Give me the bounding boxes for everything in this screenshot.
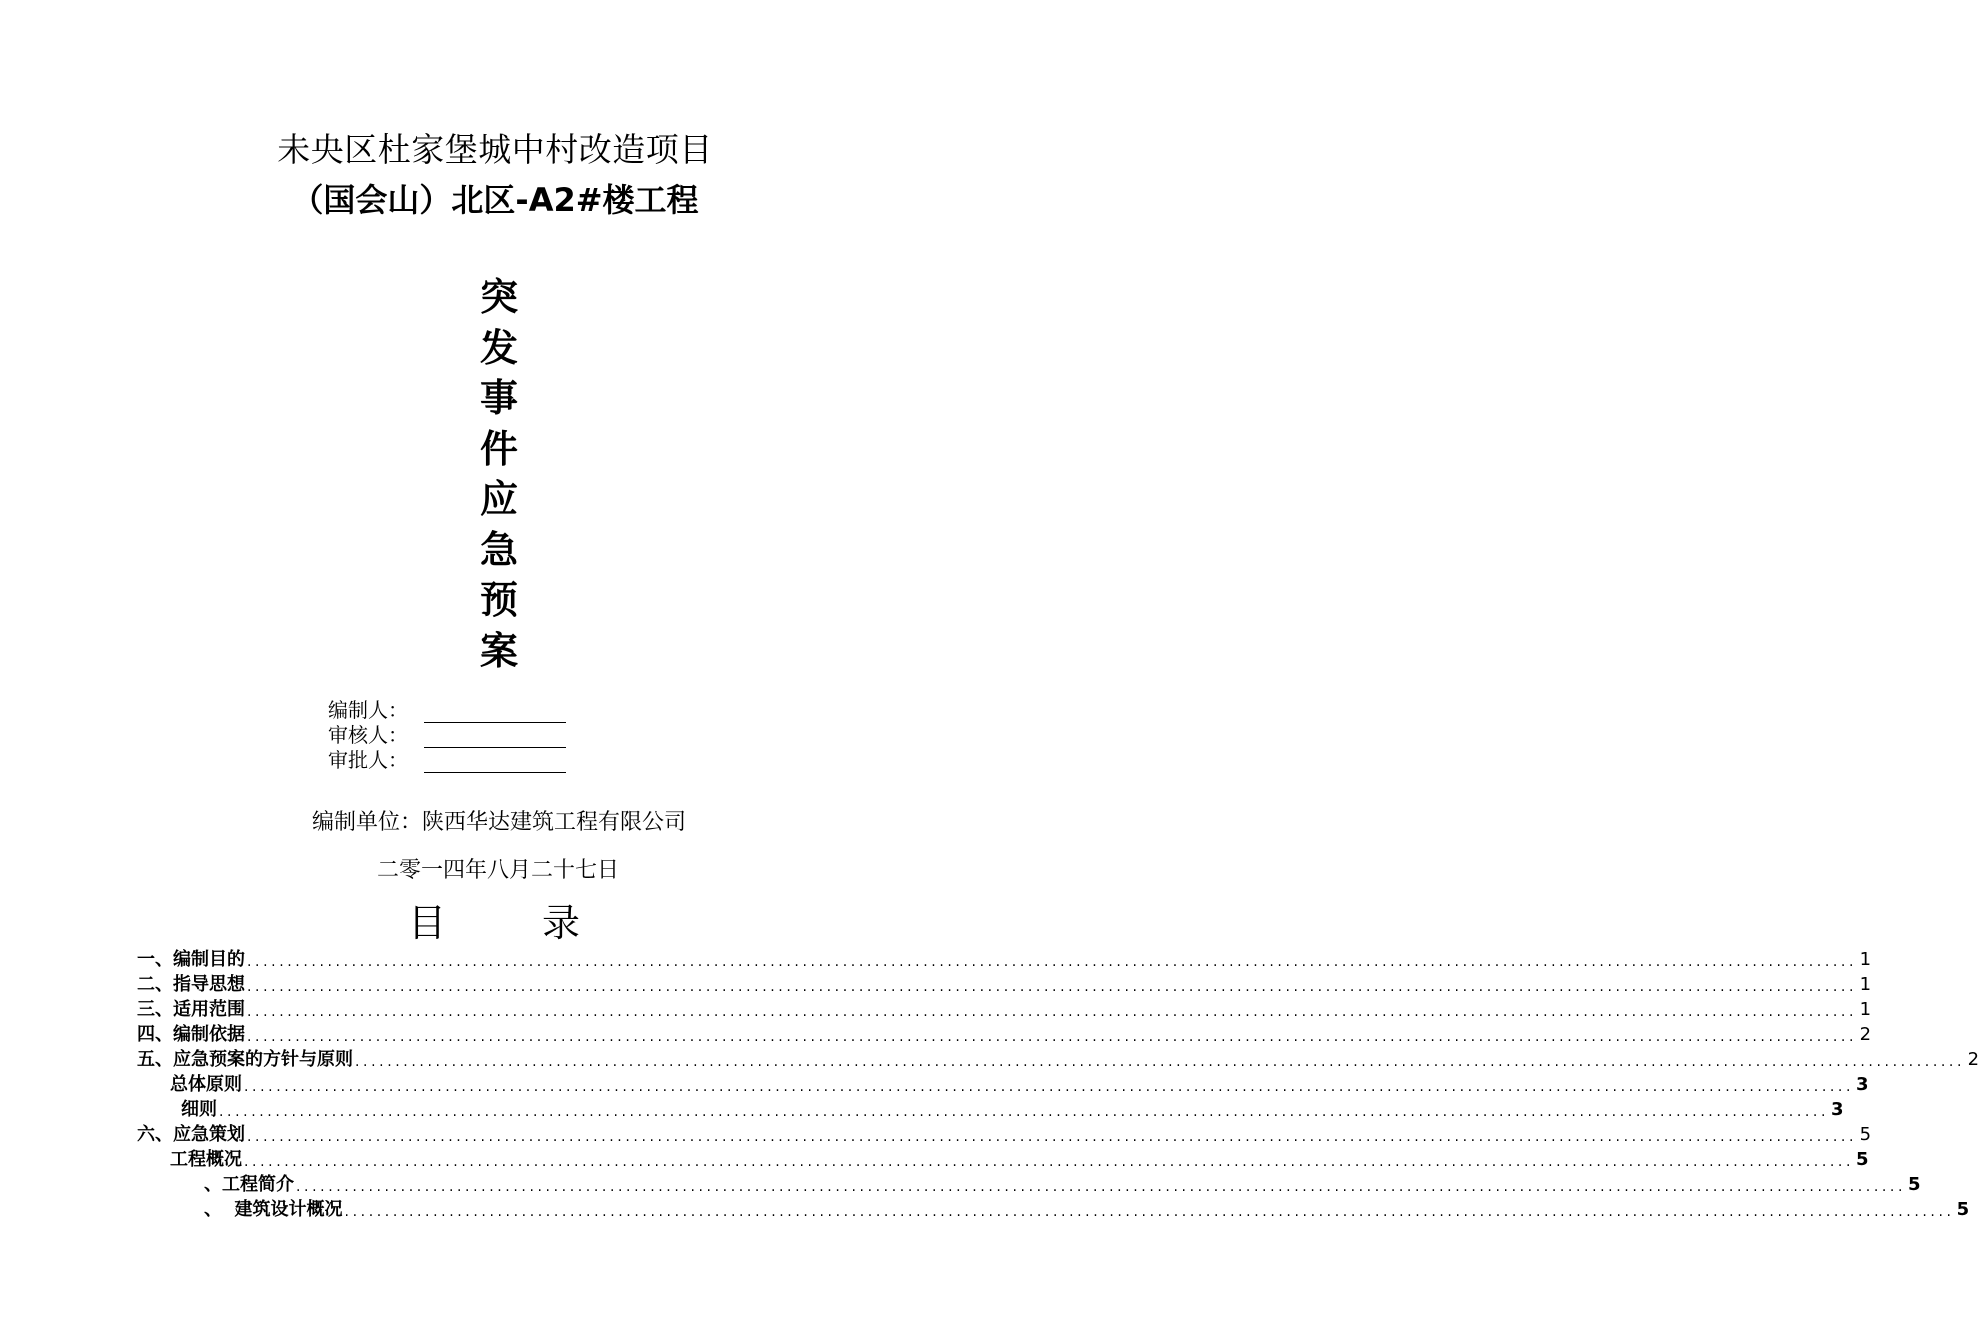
- toc-leader-dots: ........................................................................................................................................................................................................: [247, 954, 1858, 970]
- toc-entry[interactable]: [137, 1021, 1872, 1046]
- toc-leader-dots: ........................................................................................................................................................................................................: [355, 1054, 1966, 1070]
- toc-entry-label: 、 建筑设计概况: [204, 1199, 343, 1220]
- document-title-char: 事: [479, 376, 518, 420]
- toc-leader-dots: ........................................................................................................................................................................................................: [247, 1029, 1858, 1045]
- toc-entry-page: 1: [1859, 999, 1872, 1020]
- toc-entry-label: 二、指导思想: [137, 974, 245, 995]
- compiler-label: 编制人：: [328, 698, 408, 722]
- toc-entry-label: 六、应急策划: [137, 1124, 245, 1145]
- toc-entry-page: 5: [1859, 1124, 1872, 1145]
- toc-entry[interactable]: [137, 996, 1872, 1021]
- toc-entry-page: 1: [1859, 974, 1872, 995]
- document-title-char: 件: [479, 426, 518, 471]
- toc-entry[interactable]: [204, 1171, 1921, 1196]
- toc-entry[interactable]: [170, 1146, 1869, 1171]
- approver-label: 审批人：: [328, 748, 408, 772]
- toc-entry-label: 、工程简介: [204, 1174, 294, 1195]
- toc-entry[interactable]: [170, 1071, 1869, 1096]
- toc-leader-dots: ........................................................................................................................................................................................................: [247, 1004, 1858, 1020]
- compiler-row: [328, 698, 566, 723]
- toc-entry-page: 1: [1859, 949, 1872, 970]
- toc-leader-dots: ........................................................................................................................................................................................................: [296, 1179, 1907, 1195]
- project-title-line1: 未央区杜家堡城中村改造项目: [277, 130, 713, 169]
- toc-heading-left: 目: [408, 901, 447, 945]
- approver-row: [328, 748, 566, 773]
- document-title-char: 预: [479, 578, 518, 622]
- reviewer-row: [328, 723, 566, 748]
- toc-entry-page: 3: [1831, 1099, 1844, 1120]
- toc-heading: [408, 900, 580, 946]
- document-title: [470, 272, 528, 676]
- toc-entry-label: 五、应急预案的方针与原则: [137, 1049, 353, 1070]
- toc-entry[interactable]: [137, 1046, 1979, 1071]
- toc-leader-dots: ........................................................................................................................................................................................................: [244, 1079, 1855, 1095]
- toc-entry-label: 三、适用范围: [137, 999, 245, 1020]
- toc-leader-dots: ........................................................................................................................................................................................................: [219, 1104, 1830, 1120]
- approver-signature-line: [424, 753, 566, 773]
- toc-entry[interactable]: [137, 1121, 1872, 1146]
- toc-entry[interactable]: [181, 1096, 1844, 1121]
- document-title-char: 突: [479, 275, 518, 319]
- toc-entry-page: 5: [1856, 1149, 1869, 1170]
- toc-entry[interactable]: [137, 971, 1872, 996]
- document-title-char: 发: [479, 325, 518, 370]
- toc-entry-page: 2: [1859, 1024, 1872, 1045]
- toc-entry-label: 细则: [181, 1099, 217, 1120]
- toc-entry-label: 四、编制依据: [137, 1024, 245, 1045]
- toc-entry-label: 工程概况: [170, 1149, 242, 1170]
- toc-leader-dots: ........................................................................................................................................................................................................: [344, 1204, 1955, 1220]
- toc-entry-page: 5: [1908, 1174, 1921, 1195]
- document-title-char: 案: [479, 628, 518, 673]
- document-title-char: 应: [479, 477, 518, 521]
- document-date: 二零一四年八月二十七日: [376, 858, 619, 883]
- reviewer-label: 审核人：: [328, 723, 408, 747]
- project-title-line2: （国会山）北区-A2#楼工程: [291, 181, 699, 219]
- toc-entry-label: 一、编制目的: [137, 949, 245, 970]
- reviewer-signature-line: [424, 728, 566, 748]
- toc-leader-dots: ........................................................................................................................................................................................................: [244, 1154, 1855, 1170]
- toc-heading-right: 录: [542, 901, 581, 945]
- toc-entry[interactable]: [137, 946, 1872, 971]
- document-title-char: 急: [479, 527, 518, 572]
- toc-entry-page: 3: [1856, 1074, 1869, 1095]
- toc-entry-label: 总体原则: [170, 1074, 242, 1095]
- compiling-unit: 编制单位：陕西华达建筑工程有限公司: [311, 810, 686, 835]
- compiler-signature-line: [424, 703, 566, 723]
- toc-leader-dots: ........................................................................................................................................................................................................: [247, 979, 1858, 995]
- signature-block: [328, 698, 566, 773]
- toc-entry-page: 5: [1956, 1199, 1970, 1220]
- toc-entry[interactable]: [204, 1196, 1970, 1221]
- toc-entry-page: 2: [1967, 1049, 1979, 1070]
- toc-leader-dots: ........................................................................................................................................................................................................: [247, 1129, 1858, 1145]
